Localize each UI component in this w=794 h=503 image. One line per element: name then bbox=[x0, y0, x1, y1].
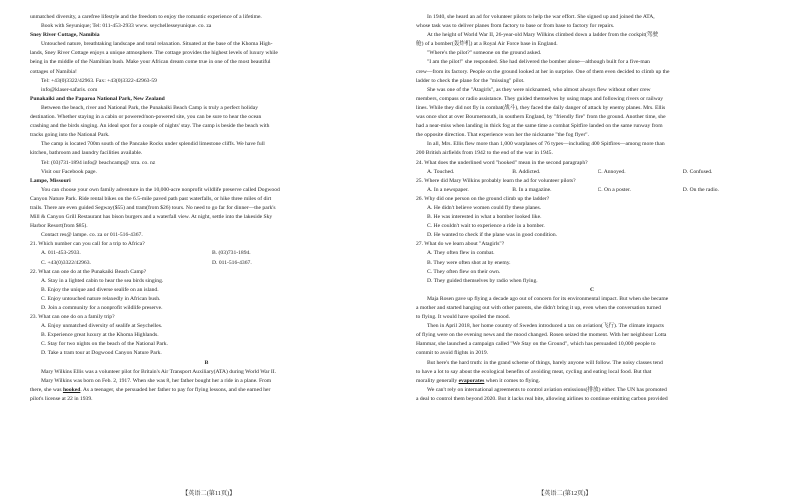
option-c: C. They often flew on their own. bbox=[427, 268, 501, 275]
text-line: "Where's the pilot?" someone on the ground asked. bbox=[427, 50, 542, 57]
option-a: A. Stay in a lighted cabin to hear the sea birds singing. bbox=[41, 277, 164, 284]
text-line: Canyon Nature Park. Ride rental bikes on the 6.5-mile paved path past waterfalls, or hike three miles of dirt bbox=[30, 195, 272, 202]
option-c: C. He couldn't wait to experience a ride in a bomber. bbox=[427, 223, 545, 230]
page-number-right: 【英语二(第12页)】 bbox=[538, 490, 592, 497]
option-d: D. Take a tram tour at Dogwood Canyon Nature Park. bbox=[41, 350, 162, 357]
option-a: A. Touched. bbox=[427, 168, 455, 175]
text-line: a mother and started hanging out with other parents, she didn't bring it up, even when the conversation turned bbox=[416, 305, 661, 311]
option-a: A. He didn't believe women could fly these planes. bbox=[427, 204, 542, 211]
text-line: was once shot at over Bournemouth, in southern England, by "friendly fire" from the ground. Another time, she bbox=[416, 114, 666, 121]
text-line: had a near-miss when landing in thick fog at the same time a combat Spitfire landed on the same runway from bbox=[416, 123, 663, 130]
text-line: the opposite direction. That experience won her the nickname "the fog flyer". bbox=[416, 132, 589, 139]
text-line bbox=[30, 386, 383, 395]
option-b: B. They were often shot at by enemy. bbox=[427, 259, 511, 266]
text-line: In all, Mrs. Ellis flew more than 1,000 warplanes of 76 types—including 400 Spitfires—among more than bbox=[427, 141, 665, 148]
text-line: pilot's license at 22 in 1939. bbox=[30, 395, 93, 402]
option-b: B. Addicted. bbox=[512, 168, 541, 175]
text-line: Book with Seyunique; Tel: 011-453-2933 www. seychellesseyunique. co. za bbox=[41, 23, 212, 30]
option-a: A. In a newspaper. bbox=[427, 186, 469, 193]
text-line: Mary Wilkins Ellis was a volunteer pilot for Britain's Air Transport Auxiliary(ATA) during World War II. bbox=[41, 368, 276, 375]
question-25-options-row bbox=[416, 186, 768, 195]
text-line: Mill & Canyon Grill Restaurant has bison burgers and a waterfall view. At night, settle into the lakeside Sky bbox=[30, 214, 273, 221]
text-line: to flying. It would have spoiled the mood. bbox=[416, 314, 510, 321]
text-line: Tel: +43(0)3322/42963. Fax: +43(0)3322-42963-59 bbox=[41, 77, 157, 84]
question-21-options-row bbox=[30, 259, 383, 268]
text-line bbox=[416, 377, 768, 386]
text-line: lines. While they did not fly in combat(战斗), they faced the daily danger of attack by enemy planes. Mrs. Ellis bbox=[416, 104, 666, 111]
text-line: Untouched nature, breathtaking landscape and total relaxation. Situated at the base of the Khoma High- bbox=[41, 41, 273, 48]
text-line: to have a lot to say about the ecological benefits of avoiding meat, cycling and eating local food. But that bbox=[416, 368, 652, 375]
option-d: D. 011-516-4367. bbox=[212, 259, 252, 266]
option-b: B. Experience great luxury at the Khoma Highlands. bbox=[41, 332, 159, 339]
question-26: 26. Why did one person on the ground climb up the ladder? bbox=[416, 195, 550, 202]
question-21: 21. Which number can you call for a trip to Africa? bbox=[30, 241, 145, 248]
question-22: 22. What can one do at the Punakaiki Beach Camp? bbox=[30, 268, 147, 275]
text-fragment: there, she was bbox=[30, 386, 63, 393]
section-heading-missouri: Lampe, Missouri bbox=[30, 177, 71, 184]
question-25: 25. Where did Mary Wilkins probably learn the ad for volunteer pilots? bbox=[416, 177, 576, 184]
text-line: members, compass or radio assistance. They guided themselves by using maps and following rivers or railway bbox=[416, 95, 664, 102]
question-24: 24. What does the underlined word "hooked" mean in the second paragraph? bbox=[416, 159, 588, 166]
text-line: Between the beach, river and National Park, the Punakaiki Beach Camp is truly a perfect holiday bbox=[41, 104, 258, 111]
text-line: Harbor Resort(from $85). bbox=[30, 223, 88, 230]
text-line: info@klaser-safaris. com bbox=[41, 86, 98, 93]
text-line: Contact res@ lampe. co. za or 011-516-4367. bbox=[41, 232, 143, 239]
option-c: C. On a poster. bbox=[597, 186, 631, 193]
option-c: C. +43(0)3322/42963. bbox=[41, 259, 91, 266]
section-heading-new-zealand: Punakaiki and the Paparoa National Park, New Zealand bbox=[30, 95, 165, 102]
text-line: "I am the pilot!" she responded. She had delivered the bomber alone—although built for a five-man bbox=[427, 59, 650, 66]
text-line: cottages of Namibia! bbox=[30, 68, 77, 75]
text-line: a deal to control them beyond 2020. But it lacks real bite, allowing airlines to continue emitting carbon provided bbox=[416, 395, 668, 402]
text-line: You can choose your own family adventure in the 10,000-acre nonprofit wildlife preserve called Dogwood bbox=[41, 186, 280, 193]
option-a: A. They often flew in combat. bbox=[427, 250, 495, 257]
text-line: being in the middle of the Namibian bush. Make your African dream come true in one of the most beautiful bbox=[30, 59, 271, 66]
option-b: B. He was interested in what a bomber looked like. bbox=[427, 214, 542, 221]
page-number-left: 【英语二(第11页)】 bbox=[182, 490, 236, 497]
text-line: Tel: (03)731-1894 info@ beachcamp@ xtra. co. nz bbox=[41, 159, 156, 166]
option-d: D. He wanted to check if the plane was in good condition. bbox=[427, 232, 558, 239]
question-21-options-row bbox=[30, 249, 383, 258]
text-line: tracks going into the National Park. bbox=[30, 132, 110, 139]
question-24-options-row bbox=[416, 168, 768, 177]
text-line: of flying were on the evening news and the mood changed. Rosen seized the moment. With her neighbour Lotta bbox=[416, 332, 667, 339]
text-line: destination. Whether staying in a cabin or powered/non-powered site, you can be sure to hear the ocean bbox=[30, 114, 262, 121]
text-line: whose task was to deliver planes from factory to base or from base to factory for repairs. bbox=[416, 23, 615, 30]
section-heading-namibia: Sney River Cottage, Namibia bbox=[30, 32, 100, 39]
question-23: 23. What can one do on a family trip? bbox=[30, 314, 115, 321]
underlined-word-hooked: hooked bbox=[62, 386, 81, 393]
option-b: B. (03)731-1894. bbox=[212, 250, 251, 257]
text-line: Maja Rosen gave up flying a decade ago out of concern for its environmental impact. But when she became bbox=[427, 295, 669, 302]
right-page-column bbox=[416, 13, 768, 487]
text-fragment: when it comes to flying. bbox=[484, 377, 540, 384]
text-line: ladder to check the plane for the "missing" pilot. bbox=[416, 77, 525, 84]
left-page-column bbox=[30, 13, 383, 487]
section-label-b: B bbox=[204, 359, 209, 366]
text-line: kitchen, bathroom and laundry facilities available. bbox=[30, 150, 143, 157]
text-line: unmatched diversity, a carefree lifestyle and the freedom to enjoy the romantic experience of a lifetime. bbox=[30, 14, 262, 20]
section-label-c: C bbox=[589, 286, 595, 293]
text-fragment: . As a teenager, she persuaded her father to pay for flying lessons, and she earned her bbox=[80, 386, 271, 393]
option-c: C. Stay for two nights on the beach of the National Park. bbox=[41, 341, 168, 348]
option-c: C. Enjoy untouched nature relaxedly in African bush. bbox=[41, 295, 161, 302]
text-line: Hammar, she launched a campaign called "We Stay on the Ground", which has persuaded 10,000 people to bbox=[416, 341, 656, 348]
option-d: D. Join a community for a nonprofit wildlife preserve. bbox=[41, 305, 163, 311]
underlined-word-evaporates: evaporates bbox=[458, 377, 485, 384]
option-a: A. Enjoy unmatched diversity of sealife at Seychelles. bbox=[41, 323, 163, 330]
text-fragment: morality generally bbox=[416, 377, 459, 384]
option-b: B. In a magazine. bbox=[512, 186, 552, 193]
text-line: crashing and the birds singing. An ideal spot for a couple of nights' stay. The camp is beside the beach with bbox=[30, 123, 270, 130]
text-line: commit to avoid flights in 2019. bbox=[416, 350, 489, 357]
option-b: B. Enjoy the unique and diverse sealife on an island. bbox=[41, 286, 159, 293]
text-line: 舱) of a bomber(轰炸机) at a Royal Air Force base in England. bbox=[416, 41, 558, 48]
text-line: Visit our Facebook page. bbox=[41, 168, 97, 175]
option-d: D. On the radio. bbox=[682, 186, 719, 193]
text-line: Mary Wilkins was born on Feb. 2, 1917. When she was 8, her father bought her a ride in a plane. From bbox=[41, 377, 272, 384]
text-line: 200 British airfields from 1942 to the end of the war in 1945. bbox=[416, 150, 553, 157]
text-line: At the height of World War II, 26-year-old Mary Wilkins climbed down a ladder from the cockpit(驾驶 bbox=[427, 32, 658, 39]
option-a: A. 011-453-2933. bbox=[41, 250, 81, 257]
text-line: crew—from its factory. People on the ground looked at her in surprise. One of them even decided to climb up the bbox=[416, 68, 670, 75]
text-line: trails. There are even guided Segway($55) and tram(from $26) tours. No need to go far for dinner—the park's bbox=[30, 204, 276, 211]
text-line: But here's the hard truth: in the grand scheme of things, barely anyone will follow. The noisy classes tend bbox=[427, 359, 663, 366]
question-27: 27. What do we learn about "Atagirls"? bbox=[416, 241, 505, 248]
text-line: Then in April 2018, her home country of Sweden introduced a tax on aviation(飞行). The climate impacts bbox=[427, 323, 664, 330]
text-line: In 1940, she heard an ad for volunteer pilots to help the war effort. She signed up and joined the ATA, bbox=[427, 14, 655, 20]
text-line: The camp is located 700m south of the Pancake Rocks under splendid limestone cliffs. We have full bbox=[41, 141, 265, 148]
option-d: D. Confused. bbox=[682, 168, 713, 175]
text-line: We can't rely on international agreements to control aviation emissions(排放) either. The UN has promoted bbox=[427, 386, 667, 393]
option-c: C. Annoyed. bbox=[597, 168, 626, 175]
option-d: D. They guided themselves by radio when flying. bbox=[427, 277, 538, 284]
text-line: lands, Sney River Cottage enjoys a unique atmosphere. The cottage provides the highest levels of luxury while bbox=[30, 50, 278, 57]
text-line: She was one of the "Atagirls", as they were nicknamed, who almost always flew without other crew bbox=[427, 86, 651, 93]
